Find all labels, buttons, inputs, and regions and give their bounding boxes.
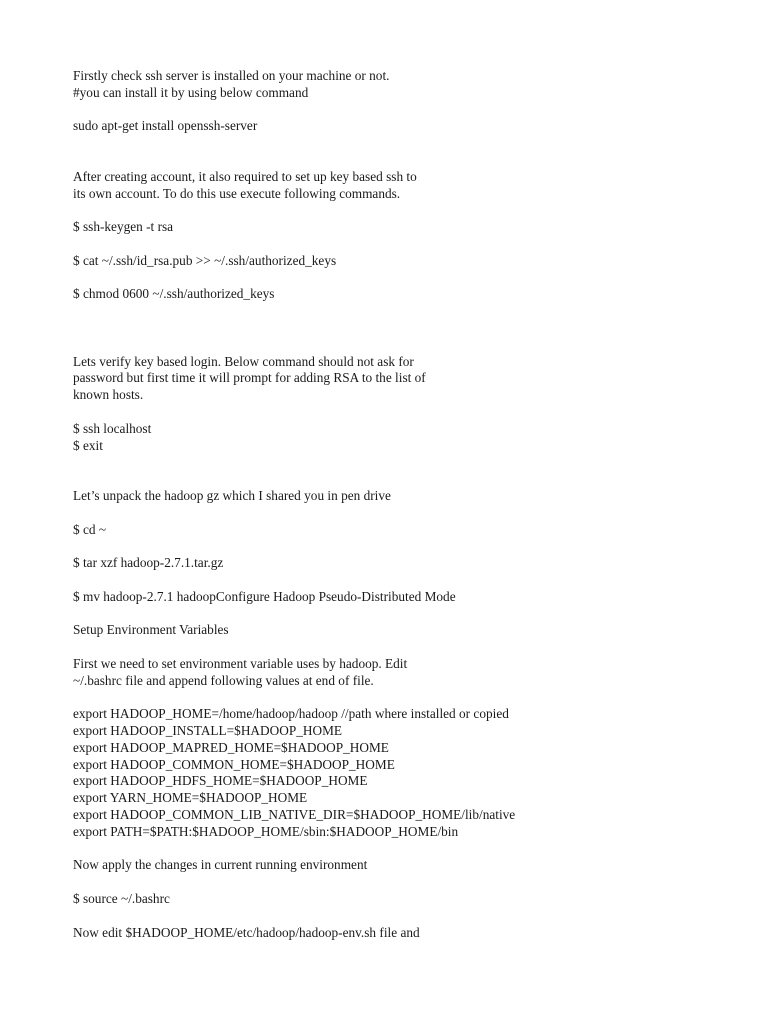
- text-line: export HADOOP_HOME=/home/hadoop/hadoop //path where installed or copied: [73, 706, 509, 722]
- text-line: After creating account, it also required to set up key based ssh to: [73, 168, 417, 184]
- text-line: known hosts.: [73, 387, 144, 403]
- text-line: export HADOOP_MAPRED_HOME=$HADOOP_HOME: [73, 739, 389, 755]
- blank-line: [73, 572, 733, 589]
- text-line: export PATH=$PATH:$HADOOP_HOME/sbin:$HADOOP_HOME/bin: [73, 823, 459, 839]
- text-line: $ source ~/.bashrc: [73, 891, 170, 907]
- text-line: Now apply the changes in current running environment: [73, 857, 368, 873]
- text-line: sudo apt-get install openssh-server: [73, 118, 258, 134]
- text-line: First we need to set environment variable uses by hadoop. Edit: [73, 655, 408, 671]
- blank-line: [73, 202, 733, 219]
- text-line: export HADOOP_COMMON_HOME=$HADOOP_HOME: [73, 756, 395, 772]
- blank-line: [73, 841, 733, 858]
- text-line: $ chmod 0600 ~/.ssh/authorized_keys: [73, 286, 275, 302]
- text-line: Firstly check ssh server is installed on your machine or not.: [73, 68, 390, 83]
- text-line: $ mv hadoop-2.7.1 hadoopConfigure Hadoop Pseudo-Distributed Mode: [73, 588, 456, 604]
- blank-line: [73, 454, 733, 471]
- blank-line: [73, 102, 733, 119]
- blank-line: [73, 404, 733, 421]
- text-line: $ ssh localhost: [73, 420, 152, 436]
- document-body: [73, 68, 733, 941]
- text-line: password but first time it will prompt for adding RSA to the list of: [73, 370, 426, 386]
- text-line: ~/.bashrc file and append following values at end of file.: [73, 672, 374, 688]
- blank-line: [73, 538, 733, 555]
- text-line: Let’s unpack the hadoop gz which I shared you in pen drive: [73, 487, 391, 503]
- blank-line: [73, 236, 733, 253]
- text-line: #you can install it by using below command: [73, 84, 309, 100]
- text-line: its own account. To do this use execute following commands.: [73, 185, 401, 201]
- blank-line: [73, 303, 733, 320]
- text-line: $ tar xzf hadoop-2.7.1.tar.gz: [73, 555, 224, 571]
- blank-line: [73, 639, 733, 656]
- text-line: export HADOOP_INSTALL=$HADOOP_HOME: [73, 723, 343, 739]
- blank-line: [73, 337, 733, 354]
- text-line: export HADOOP_COMMON_LIB_NATIVE_DIR=$HADOOP_HOME/lib/native: [73, 807, 516, 823]
- text-line: Now edit $HADOOP_HOME/etc/hadoop/hadoop-env.sh file and: [73, 924, 420, 940]
- blank-line: [73, 471, 733, 488]
- blank-line: [73, 505, 733, 522]
- text-line: $ cat ~/.ssh/id_rsa.pub >> ~/.ssh/authorized_keys: [73, 252, 337, 268]
- blank-line: [73, 152, 733, 169]
- text-line: Setup Environment Variables: [73, 622, 229, 638]
- text-line: export YARN_HOME=$HADOOP_HOME: [73, 790, 308, 806]
- text-line: $ ssh-keygen -t rsa: [73, 219, 174, 235]
- text-line: $ exit: [73, 437, 103, 453]
- blank-line: [73, 135, 733, 152]
- blank-line: [73, 874, 733, 891]
- text-line: export HADOOP_HDFS_HOME=$HADOOP_HOME: [73, 773, 368, 789]
- text-line: $ cd ~: [73, 521, 107, 537]
- blank-line: [73, 270, 733, 287]
- blank-line: [73, 908, 733, 925]
- blank-line: [73, 606, 733, 623]
- blank-line: [73, 689, 733, 706]
- text-line: Lets verify key based login. Below command should not ask for: [73, 353, 414, 369]
- blank-line: [73, 320, 733, 337]
